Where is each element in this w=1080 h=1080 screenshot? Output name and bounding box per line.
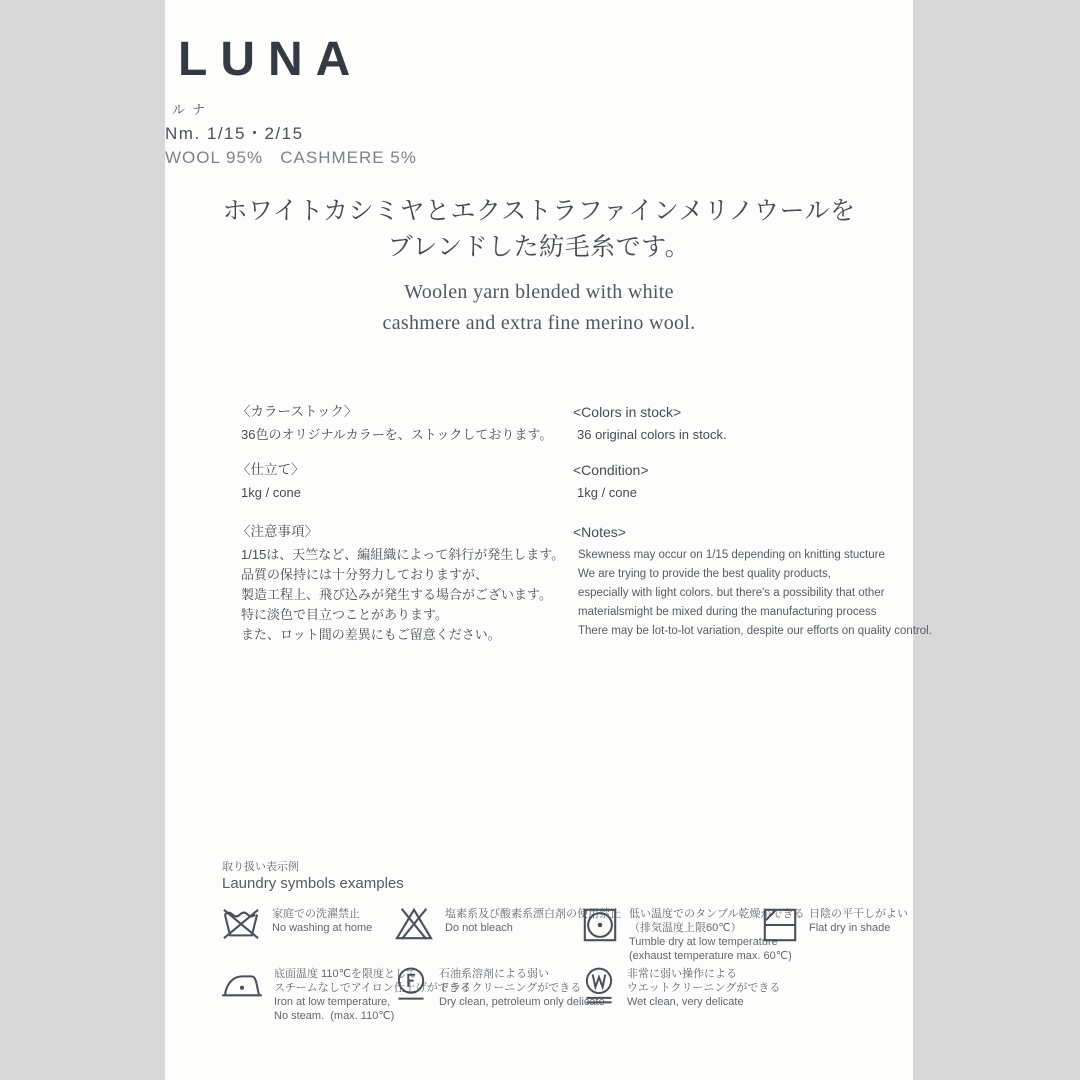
laundry-caption-en: Dry clean, petroleum only delicate: [439, 996, 605, 1008]
laundry-caption-en: Iron at low temperature,: [274, 996, 391, 1008]
page-title: LUNA: [178, 33, 364, 86]
laundry-caption-jp: （排気温度上限60℃）: [629, 922, 742, 934]
title-kana: ルナ: [172, 102, 213, 117]
tumble-dry-low-icon: [581, 906, 619, 944]
yarn-count: Nm. 1/15・2/15: [165, 124, 304, 143]
dry-clean-petroleum-icon: [393, 966, 429, 1006]
spec-column-english: [573, 402, 932, 641]
notes-jp-line: 製造工程上、飛び込みが発生する場合がございます。: [241, 587, 552, 602]
laundry-item-wet-clean: [581, 966, 780, 1010]
laundry-caption-en: Tumble dry at low temperature: [629, 936, 778, 948]
headline-en-line1: Woolen yarn blended with white: [404, 281, 674, 303]
laundry-caption-en: Do not bleach: [445, 922, 513, 934]
fiber-composition: WOOL 95% CASHMERE 5%: [165, 148, 417, 167]
notes-heading-en: <Notes>: [573, 524, 626, 540]
headline-english: [165, 277, 913, 339]
laundry-caption-jp: 低い温度でのタンブル乾燥ができる: [629, 908, 805, 920]
headline-jp-line2: ブレンドした紡毛糸です。: [387, 234, 691, 261]
laundry-caption-jp: ドライクリーニングができる: [439, 982, 582, 994]
notes-en-line: especially with light colors. but there's a possibility that other: [578, 587, 885, 599]
headline-jp-line1: ホワイトカシミヤとエクストラファインメリノウールを: [222, 198, 856, 225]
notes-body-en: [573, 546, 932, 641]
laundry-item-dry-clean-petroleum: [393, 966, 605, 1009]
notes-jp-line: 品質の保持には十分努力しておりますが、: [241, 567, 489, 582]
iron-low-icon: [220, 966, 264, 1000]
flat-dry-shade-icon: [761, 906, 799, 944]
color-stock-heading-jp: 〈カラーストック〉: [237, 404, 358, 419]
notes-en-line: There may be lot-to-lot variation, despite our efforts on quality control.: [578, 625, 932, 637]
laundry-caption-jp: ウエットクリーニングができる: [627, 982, 781, 994]
headline-japanese: [165, 194, 913, 266]
spec-column-japanese: [237, 402, 572, 645]
laundry-caption-jp: 底面温度 110℃を限度として: [274, 968, 417, 980]
color-stock-body-jp: 36色のオリジナルカラーを、ストックしております。: [241, 427, 553, 442]
condition-body-jp: 1kg / cone: [241, 485, 301, 500]
laundry-label-jp: 取り扱い表示例: [222, 861, 299, 873]
notes-en-line: Skewness may occur on 1/15 depending on knitting stucture: [578, 549, 885, 561]
notes-jp-line: また、ロット間の差異にもご留意ください。: [241, 627, 501, 642]
condition-heading-jp: 〈仕立て〉: [237, 462, 305, 477]
color-stock-heading-en: <Colors in stock>: [573, 404, 682, 420]
laundry-caption-en: No steam. (max. 110℃): [274, 1010, 395, 1022]
color-stock-body-en: 36 original colors in stock.: [577, 427, 727, 442]
laundry-caption-en: Flat dry in shade: [809, 922, 891, 934]
wet-clean-icon: [581, 966, 617, 1010]
laundry-caption-en: (exhaust temperature max. 60℃): [629, 950, 792, 962]
laundry-caption-jp: 塩素系及び酸素系漂白剤の使用禁止: [445, 908, 621, 920]
notes-jp-line: 特に淡色で目立つことがあります。: [241, 607, 448, 622]
notes-en-line: We are trying to provide the best quality products,: [578, 568, 831, 580]
condition-heading-en: <Condition>: [573, 462, 649, 478]
no-washing-icon: [220, 906, 262, 942]
notes-en-line: materialsmight be mixed during the manufacturing process: [578, 606, 877, 618]
do-not-bleach-icon: [393, 906, 435, 942]
spec-sheet-page: [165, 0, 932, 1080]
laundry-caption-jp: スチームなしでアイロン仕上げができる: [274, 982, 471, 994]
laundry-caption-en: Wet clean, very delicate: [627, 996, 744, 1008]
notes-heading-jp: 〈注意事項〉: [237, 524, 318, 539]
laundry-caption-jp: 日陰の平干しがよい: [809, 908, 908, 920]
notes-body-jp: [237, 545, 572, 645]
headline-en-line2: cashmere and extra fine merino wool.: [382, 312, 696, 334]
laundry-caption-jp: 非常に弱い操作による: [627, 968, 737, 980]
laundry-item-no-washing: [220, 906, 372, 942]
laundry-caption-en: No washing at home: [272, 922, 373, 934]
condition-body-en: 1kg / cone: [577, 485, 637, 500]
laundry-label-en: Laundry symbols examples: [222, 875, 404, 892]
notes-jp-line: 1/15は、天竺など、編組織によって斜行が発生します。: [241, 547, 565, 562]
laundry-caption-jp: 家庭での洗濯禁止: [272, 908, 360, 920]
laundry-caption-jp: 石油系溶剤による弱い: [439, 968, 549, 980]
laundry-item-flat-dry-shade: [761, 906, 908, 944]
